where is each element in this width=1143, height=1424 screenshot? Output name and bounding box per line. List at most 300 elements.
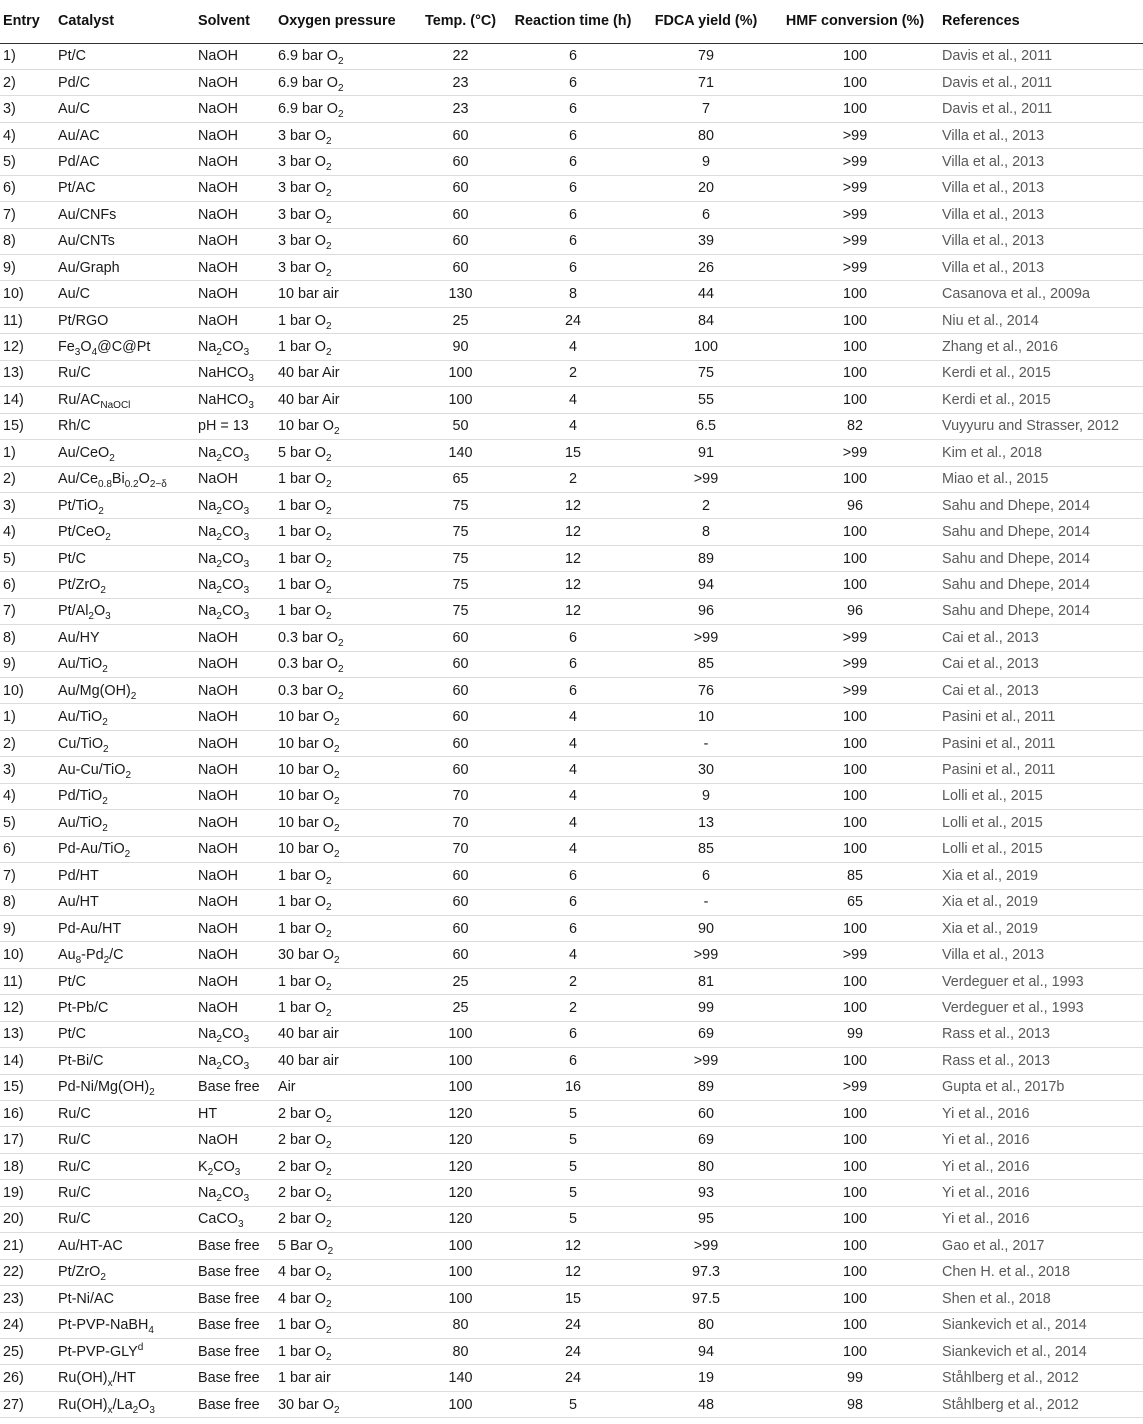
cell-temperature: 100 bbox=[416, 1233, 505, 1259]
table-row bbox=[0, 889, 1143, 915]
table-row bbox=[0, 651, 1143, 677]
cell-solvent: Base free bbox=[195, 1074, 275, 1100]
cell-fdca-yield: 80 bbox=[641, 1312, 771, 1338]
cell-reaction-time: 12 bbox=[505, 519, 641, 545]
cell-solvent: NaOH bbox=[195, 678, 275, 704]
cell-reference: Lolli et al., 2015 bbox=[939, 836, 1143, 862]
cell-entry: 14) bbox=[0, 1048, 55, 1074]
cell-catalyst: Pd/C bbox=[55, 69, 195, 95]
cell-hmf-conversion: 100 bbox=[771, 1338, 939, 1364]
cell-reference: Davis et al., 2011 bbox=[939, 69, 1143, 95]
table-row bbox=[0, 281, 1143, 307]
table-row bbox=[0, 995, 1143, 1021]
cell-catalyst: Pd/TiO$_2$ bbox=[55, 783, 195, 809]
cell-solvent: NaOH bbox=[195, 202, 275, 228]
cell-hmf-conversion: 100 bbox=[771, 572, 939, 598]
table-row bbox=[0, 149, 1143, 175]
cell-fdca-yield: >99 bbox=[641, 466, 771, 492]
table-row bbox=[0, 730, 1143, 756]
cell-fdca-yield: 39 bbox=[641, 228, 771, 254]
cell-solvent: NaOH bbox=[195, 255, 275, 281]
cell-reaction-time: 6 bbox=[505, 96, 641, 122]
cell-hmf-conversion: >99 bbox=[771, 175, 939, 201]
table-row bbox=[0, 1338, 1143, 1364]
table-row bbox=[0, 1048, 1143, 1074]
table-row bbox=[0, 1286, 1143, 1312]
cell-entry: 10) bbox=[0, 942, 55, 968]
cell-fdca-yield: >99 bbox=[641, 1048, 771, 1074]
table-row bbox=[0, 783, 1143, 809]
cell-solvent: $Na_2CO_3$ bbox=[195, 334, 275, 360]
cell-hmf-conversion: >99 bbox=[771, 228, 939, 254]
cell-reference: Verdeguer et al., 1993 bbox=[939, 995, 1143, 1021]
table-row bbox=[0, 43, 1143, 69]
cell-reaction-time: 6 bbox=[505, 1021, 641, 1047]
cell-oxygen-pressure: 1 bar $O_2$ bbox=[275, 307, 416, 333]
cell-entry: 6) bbox=[0, 572, 55, 598]
cell-temperature: 60 bbox=[416, 889, 505, 915]
table-row bbox=[0, 1074, 1143, 1100]
cell-fdca-yield: 76 bbox=[641, 678, 771, 704]
table-row bbox=[0, 413, 1143, 439]
cell-hmf-conversion: 100 bbox=[771, 387, 939, 413]
cell-reference: Davis et al., 2011 bbox=[939, 43, 1143, 69]
cell-solvent: $Na_2CO_3$ bbox=[195, 1180, 275, 1206]
cell-catalyst: Pt/C bbox=[55, 43, 195, 69]
cell-fdca-yield: 69 bbox=[641, 1127, 771, 1153]
cell-hmf-conversion: 100 bbox=[771, 466, 939, 492]
cell-fdca-yield: >99 bbox=[641, 625, 771, 651]
cell-temperature: 70 bbox=[416, 836, 505, 862]
cell-hmf-conversion: >99 bbox=[771, 440, 939, 466]
cell-entry: 2) bbox=[0, 69, 55, 95]
cell-solvent: $Na_2CO_3$ bbox=[195, 1021, 275, 1047]
cell-fdca-yield: 89 bbox=[641, 1074, 771, 1100]
cell-reaction-time: 2 bbox=[505, 968, 641, 994]
cell-entry: 11) bbox=[0, 307, 55, 333]
cell-entry: 8) bbox=[0, 228, 55, 254]
cell-catalyst: Pd-Au/HT bbox=[55, 915, 195, 941]
cell-reaction-time: 24 bbox=[505, 1312, 641, 1338]
cell-fdca-yield: 100 bbox=[641, 334, 771, 360]
cell-oxygen-pressure: 1 bar $O_2$ bbox=[275, 889, 416, 915]
cell-solvent: NaOH bbox=[195, 122, 275, 148]
cell-catalyst: Ru/C bbox=[55, 360, 195, 386]
cell-reaction-time: 12 bbox=[505, 572, 641, 598]
cell-oxygen-pressure: Air bbox=[275, 1074, 416, 1100]
cell-hmf-conversion: 100 bbox=[771, 810, 939, 836]
table-row bbox=[0, 810, 1143, 836]
cell-solvent: $Na_2CO_3$ bbox=[195, 519, 275, 545]
cell-reference: Sahu and Dhepe, 2014 bbox=[939, 519, 1143, 545]
cell-catalyst: Au/HT-AC bbox=[55, 1233, 195, 1259]
cell-temperature: 22 bbox=[416, 43, 505, 69]
cell-reaction-time: 15 bbox=[505, 440, 641, 466]
cell-reaction-time: 6 bbox=[505, 863, 641, 889]
cell-entry: 13) bbox=[0, 1021, 55, 1047]
cell-oxygen-pressure: 1 bar $O_2$ bbox=[275, 995, 416, 1021]
cell-reaction-time: 5 bbox=[505, 1206, 641, 1232]
cell-hmf-conversion: >99 bbox=[771, 202, 939, 228]
cell-catalyst: Au/HY bbox=[55, 625, 195, 651]
cell-catalyst: Pt/ZrO$_2$ bbox=[55, 1259, 195, 1285]
cell-reaction-time: 4 bbox=[505, 783, 641, 809]
cell-catalyst: $Ru(OH)_x/HT$ bbox=[55, 1365, 195, 1391]
cell-temperature: 23 bbox=[416, 69, 505, 95]
table-row bbox=[0, 678, 1143, 704]
cell-catalyst: Pt-Ni/AC bbox=[55, 1286, 195, 1312]
cell-entry: 7) bbox=[0, 598, 55, 624]
header-solvent: Solvent bbox=[195, 0, 275, 43]
cell-hmf-conversion: 100 bbox=[771, 1048, 939, 1074]
cell-hmf-conversion: 82 bbox=[771, 413, 939, 439]
cell-reference: Yi et al., 2016 bbox=[939, 1127, 1143, 1153]
cell-catalyst: Pt/C bbox=[55, 968, 195, 994]
cell-oxygen-pressure: 3 bar $O_2$ bbox=[275, 228, 416, 254]
cell-solvent: NaOH bbox=[195, 625, 275, 651]
table-row bbox=[0, 1259, 1143, 1285]
cell-hmf-conversion: 100 bbox=[771, 915, 939, 941]
cell-hmf-conversion: >99 bbox=[771, 651, 939, 677]
cell-oxygen-pressure: 1 bar $O_2$ bbox=[275, 334, 416, 360]
cell-entry: 13) bbox=[0, 360, 55, 386]
cell-solvent: $Na_2CO_3$ bbox=[195, 572, 275, 598]
cell-oxygen-pressure: 6.9 bar $O_2$ bbox=[275, 69, 416, 95]
cell-oxygen-pressure: 1 bar $O_2$ bbox=[275, 466, 416, 492]
cell-hmf-conversion: >99 bbox=[771, 625, 939, 651]
cell-catalyst: Au/TiO$_2$ bbox=[55, 704, 195, 730]
cell-solvent: NaOH bbox=[195, 1127, 275, 1153]
cell-entry: 24) bbox=[0, 1312, 55, 1338]
header-hmf-conversion: HMF conversion (%) bbox=[771, 0, 939, 43]
table-row bbox=[0, 307, 1143, 333]
cell-solvent: NaOH bbox=[195, 783, 275, 809]
cell-fdca-yield: 95 bbox=[641, 1206, 771, 1232]
cell-solvent: Base free bbox=[195, 1286, 275, 1312]
table-row bbox=[0, 863, 1143, 889]
cell-temperature: 120 bbox=[416, 1153, 505, 1179]
cell-entry: 8) bbox=[0, 625, 55, 651]
cell-reference: Casanova et al., 2009a bbox=[939, 281, 1143, 307]
cell-oxygen-pressure: 2 bar $O_2$ bbox=[275, 1206, 416, 1232]
cell-hmf-conversion: >99 bbox=[771, 678, 939, 704]
cell-hmf-conversion: 100 bbox=[771, 1259, 939, 1285]
cell-reference: Xia et al., 2019 bbox=[939, 915, 1143, 941]
cell-reaction-time: 24 bbox=[505, 1338, 641, 1364]
cell-oxygen-pressure: 2 bar $O_2$ bbox=[275, 1101, 416, 1127]
cell-catalyst: Au/HT bbox=[55, 889, 195, 915]
cell-oxygen-pressure: 5 bar $O_2$ bbox=[275, 440, 416, 466]
cell-catalyst: Au/CNFs bbox=[55, 202, 195, 228]
cell-fdca-yield: 60 bbox=[641, 1101, 771, 1127]
cell-reference: Xia et al., 2019 bbox=[939, 889, 1143, 915]
cell-fdca-yield: 94 bbox=[641, 1338, 771, 1364]
cell-catalyst: Au/CeO$_2$ bbox=[55, 440, 195, 466]
cell-reference: Yi et al., 2016 bbox=[939, 1101, 1143, 1127]
cell-reference: Kerdi et al., 2015 bbox=[939, 360, 1143, 386]
cell-oxygen-pressure: 1 bar $O_2$ bbox=[275, 492, 416, 518]
table-row bbox=[0, 1233, 1143, 1259]
cell-oxygen-pressure: 4 bar $O_2$ bbox=[275, 1259, 416, 1285]
header-catalyst: Catalyst bbox=[55, 0, 195, 43]
cell-reaction-time: 4 bbox=[505, 730, 641, 756]
cell-reference: Yi et al., 2016 bbox=[939, 1153, 1143, 1179]
cell-catalyst: Pt/CeO$_2$ bbox=[55, 519, 195, 545]
cell-reaction-time: 6 bbox=[505, 678, 641, 704]
cell-catalyst: Pd/AC bbox=[55, 149, 195, 175]
cell-hmf-conversion: 98 bbox=[771, 1391, 939, 1417]
header-oxygen-pressure: Oxygen pressure bbox=[275, 0, 416, 43]
cell-oxygen-pressure: 10 bar $O_2$ bbox=[275, 413, 416, 439]
cell-reaction-time: 6 bbox=[505, 122, 641, 148]
cell-reaction-time: 2 bbox=[505, 995, 641, 1021]
cell-catalyst: Ru/C bbox=[55, 1101, 195, 1127]
cell-solvent: $Na_2CO_3$ bbox=[195, 1048, 275, 1074]
cell-catalyst: Au-Cu/TiO$_2$ bbox=[55, 757, 195, 783]
cell-entry: 5) bbox=[0, 149, 55, 175]
cell-reaction-time: 15 bbox=[505, 1286, 641, 1312]
cell-temperature: 80 bbox=[416, 1312, 505, 1338]
cell-catalyst: Au/C bbox=[55, 281, 195, 307]
cell-reference: Ståhlberg et al., 2012 bbox=[939, 1391, 1143, 1417]
cell-catalyst: $Au_8-Pd_2/C$ bbox=[55, 942, 195, 968]
cell-oxygen-pressure: 5 Bar $O_2$ bbox=[275, 1233, 416, 1259]
table-row bbox=[0, 360, 1143, 386]
cell-solvent: NaOH bbox=[195, 889, 275, 915]
cell-fdca-yield: 10 bbox=[641, 704, 771, 730]
cell-solvent: CaCO$_3$ bbox=[195, 1206, 275, 1232]
cell-oxygen-pressure: 1 bar $O_2$ bbox=[275, 863, 416, 889]
table-row bbox=[0, 545, 1143, 571]
cell-fdca-yield: 90 bbox=[641, 915, 771, 941]
cell-reaction-time: 6 bbox=[505, 915, 641, 941]
cell-fdca-yield: 44 bbox=[641, 281, 771, 307]
cell-oxygen-pressure: 3 bar $O_2$ bbox=[275, 175, 416, 201]
cell-hmf-conversion: 100 bbox=[771, 1312, 939, 1338]
cell-fdca-yield: 80 bbox=[641, 122, 771, 148]
cell-solvent: Base free bbox=[195, 1391, 275, 1417]
cell-fdca-yield: 6.5 bbox=[641, 413, 771, 439]
table-body bbox=[0, 43, 1143, 1418]
cell-solvent: NaOH bbox=[195, 836, 275, 862]
cell-reaction-time: 4 bbox=[505, 704, 641, 730]
header-row bbox=[0, 0, 1143, 43]
cell-oxygen-pressure: 40 bar air bbox=[275, 1048, 416, 1074]
table-row bbox=[0, 96, 1143, 122]
cell-entry: 8) bbox=[0, 889, 55, 915]
cell-fdca-yield: 85 bbox=[641, 651, 771, 677]
cell-hmf-conversion: 100 bbox=[771, 968, 939, 994]
cell-reference: Pasini et al., 2011 bbox=[939, 757, 1143, 783]
cell-fdca-yield: 8 bbox=[641, 519, 771, 545]
cell-temperature: 60 bbox=[416, 228, 505, 254]
cell-oxygen-pressure: 1 bar $O_2$ bbox=[275, 968, 416, 994]
cell-oxygen-pressure: 40 bar Air bbox=[275, 360, 416, 386]
cell-oxygen-pressure: 3 bar $O_2$ bbox=[275, 149, 416, 175]
cell-reaction-time: 12 bbox=[505, 545, 641, 571]
cell-fdca-yield: 84 bbox=[641, 307, 771, 333]
cell-entry: 15) bbox=[0, 413, 55, 439]
cell-temperature: 60 bbox=[416, 863, 505, 889]
cell-reaction-time: 6 bbox=[505, 228, 641, 254]
cell-hmf-conversion: 100 bbox=[771, 704, 939, 730]
cell-entry: 4) bbox=[0, 122, 55, 148]
cell-entry: 7) bbox=[0, 202, 55, 228]
cell-temperature: 100 bbox=[416, 1021, 505, 1047]
cell-hmf-conversion: >99 bbox=[771, 1074, 939, 1100]
table-row bbox=[0, 757, 1143, 783]
table-row bbox=[0, 1101, 1143, 1127]
cell-oxygen-pressure: 2 bar $O_2$ bbox=[275, 1153, 416, 1179]
cell-temperature: 25 bbox=[416, 307, 505, 333]
cell-reference: Sahu and Dhepe, 2014 bbox=[939, 598, 1143, 624]
cell-hmf-conversion: >99 bbox=[771, 122, 939, 148]
cell-temperature: 70 bbox=[416, 810, 505, 836]
cell-oxygen-pressure: 0.3 bar $O_2$ bbox=[275, 678, 416, 704]
cell-oxygen-pressure: 6.9 bar $O_2$ bbox=[275, 43, 416, 69]
table-row bbox=[0, 492, 1143, 518]
cell-entry: 12) bbox=[0, 995, 55, 1021]
cell-catalyst: Pt-Bi/C bbox=[55, 1048, 195, 1074]
table-row bbox=[0, 255, 1143, 281]
header-fdca-yield: FDCA yield (%) bbox=[641, 0, 771, 43]
cell-temperature: 60 bbox=[416, 255, 505, 281]
cell-fdca-yield: 6 bbox=[641, 863, 771, 889]
cell-hmf-conversion: 100 bbox=[771, 1101, 939, 1127]
cell-oxygen-pressure: 4 bar $O_2$ bbox=[275, 1286, 416, 1312]
table-row bbox=[0, 519, 1143, 545]
cell-hmf-conversion: 100 bbox=[771, 1286, 939, 1312]
cell-temperature: 23 bbox=[416, 96, 505, 122]
cell-hmf-conversion: 100 bbox=[771, 334, 939, 360]
cell-reference: Pasini et al., 2011 bbox=[939, 704, 1143, 730]
cell-solvent: $Na_2CO_3$ bbox=[195, 598, 275, 624]
cell-catalyst: Pt/TiO$_2$ bbox=[55, 492, 195, 518]
cell-catalyst: Cu/TiO$_2$ bbox=[55, 730, 195, 756]
cell-fdca-yield: 6 bbox=[641, 202, 771, 228]
cell-temperature: 140 bbox=[416, 440, 505, 466]
cell-catalyst: $Pd-Ni/Mg(OH)_2$ bbox=[55, 1074, 195, 1100]
cell-catalyst: Au/Graph bbox=[55, 255, 195, 281]
cell-oxygen-pressure: 10 bar air bbox=[275, 281, 416, 307]
table-row bbox=[0, 1021, 1143, 1047]
cell-entry: 6) bbox=[0, 836, 55, 862]
cell-reference: Verdeguer et al., 1993 bbox=[939, 968, 1143, 994]
cell-catalyst: Pt-PVP-GLY$^d$ bbox=[55, 1338, 195, 1364]
cell-reaction-time: 6 bbox=[505, 202, 641, 228]
cell-oxygen-pressure: 1 bar $O_2$ bbox=[275, 1338, 416, 1364]
cell-entry: 2) bbox=[0, 730, 55, 756]
cell-hmf-conversion: 100 bbox=[771, 545, 939, 571]
cell-entry: 27) bbox=[0, 1391, 55, 1417]
cell-solvent: NaOH bbox=[195, 942, 275, 968]
cell-reaction-time: 12 bbox=[505, 492, 641, 518]
cell-reaction-time: 6 bbox=[505, 255, 641, 281]
cell-entry: 4) bbox=[0, 783, 55, 809]
cell-temperature: 60 bbox=[416, 175, 505, 201]
cell-solvent: Base free bbox=[195, 1233, 275, 1259]
cell-oxygen-pressure: 0.3 bar $O_2$ bbox=[275, 625, 416, 651]
cell-temperature: 60 bbox=[416, 915, 505, 941]
cell-oxygen-pressure: 40 bar air bbox=[275, 1021, 416, 1047]
cell-reference: Davis et al., 2011 bbox=[939, 96, 1143, 122]
cell-temperature: 75 bbox=[416, 519, 505, 545]
cell-oxygen-pressure: 1 bar $O_2$ bbox=[275, 572, 416, 598]
cell-entry: 6) bbox=[0, 175, 55, 201]
cell-catalyst: Pt/C bbox=[55, 545, 195, 571]
cell-hmf-conversion: 100 bbox=[771, 783, 939, 809]
cell-fdca-yield: >99 bbox=[641, 1233, 771, 1259]
cell-reference: Kerdi et al., 2015 bbox=[939, 387, 1143, 413]
cell-reaction-time: 4 bbox=[505, 810, 641, 836]
cell-hmf-conversion: 96 bbox=[771, 598, 939, 624]
cell-temperature: 60 bbox=[416, 651, 505, 677]
cell-reaction-time: 4 bbox=[505, 942, 641, 968]
cell-reaction-time: 2 bbox=[505, 360, 641, 386]
cell-fdca-yield: 9 bbox=[641, 783, 771, 809]
cell-catalyst: Ru/C bbox=[55, 1153, 195, 1179]
cell-oxygen-pressure: 30 bar $O_2$ bbox=[275, 1391, 416, 1417]
cell-temperature: 120 bbox=[416, 1101, 505, 1127]
cell-reaction-time: 12 bbox=[505, 598, 641, 624]
cell-reference: Villa et al., 2013 bbox=[939, 202, 1143, 228]
cell-reference: Cai et al., 2013 bbox=[939, 678, 1143, 704]
cell-hmf-conversion: 100 bbox=[771, 43, 939, 69]
cell-oxygen-pressure: 2 bar $O_2$ bbox=[275, 1127, 416, 1153]
cell-reaction-time: 6 bbox=[505, 889, 641, 915]
cell-temperature: 70 bbox=[416, 783, 505, 809]
cell-solvent: NaOH bbox=[195, 281, 275, 307]
cell-temperature: 100 bbox=[416, 1286, 505, 1312]
cell-catalyst: Au/AC bbox=[55, 122, 195, 148]
cell-fdca-yield: 91 bbox=[641, 440, 771, 466]
cell-catalyst: $Ru(OH)_x/La_2O_3$ bbox=[55, 1391, 195, 1417]
cell-hmf-conversion: 100 bbox=[771, 281, 939, 307]
cell-entry: 7) bbox=[0, 863, 55, 889]
table-row bbox=[0, 228, 1143, 254]
cell-oxygen-pressure: 2 bar $O_2$ bbox=[275, 1180, 416, 1206]
cell-fdca-yield: 93 bbox=[641, 1180, 771, 1206]
cell-hmf-conversion: 100 bbox=[771, 995, 939, 1021]
cell-reference: Villa et al., 2013 bbox=[939, 175, 1143, 201]
cell-oxygen-pressure: 1 bar air bbox=[275, 1365, 416, 1391]
cell-temperature: 140 bbox=[416, 1365, 505, 1391]
cell-fdca-yield: 71 bbox=[641, 69, 771, 95]
table-row bbox=[0, 704, 1143, 730]
cell-catalyst: Pt-PVP-NaBH$_4$ bbox=[55, 1312, 195, 1338]
cell-reaction-time: 5 bbox=[505, 1153, 641, 1179]
cell-entry: 18) bbox=[0, 1153, 55, 1179]
cell-reference: Villa et al., 2013 bbox=[939, 942, 1143, 968]
table-row bbox=[0, 1312, 1143, 1338]
cell-reaction-time: 6 bbox=[505, 69, 641, 95]
cell-fdca-yield: 81 bbox=[641, 968, 771, 994]
cell-hmf-conversion: 96 bbox=[771, 492, 939, 518]
cell-temperature: 75 bbox=[416, 545, 505, 571]
table-row bbox=[0, 836, 1143, 862]
cell-catalyst: Pt/ZrO$_2$ bbox=[55, 572, 195, 598]
cell-reference: Lolli et al., 2015 bbox=[939, 783, 1143, 809]
cell-temperature: 50 bbox=[416, 413, 505, 439]
cell-fdca-yield: 97.5 bbox=[641, 1286, 771, 1312]
cell-fdca-yield: - bbox=[641, 730, 771, 756]
cell-fdca-yield: 80 bbox=[641, 1153, 771, 1179]
cell-hmf-conversion: >99 bbox=[771, 149, 939, 175]
cell-reference: Sahu and Dhepe, 2014 bbox=[939, 492, 1143, 518]
cell-solvent: Base free bbox=[195, 1312, 275, 1338]
table-row bbox=[0, 1153, 1143, 1179]
cell-hmf-conversion: 100 bbox=[771, 360, 939, 386]
